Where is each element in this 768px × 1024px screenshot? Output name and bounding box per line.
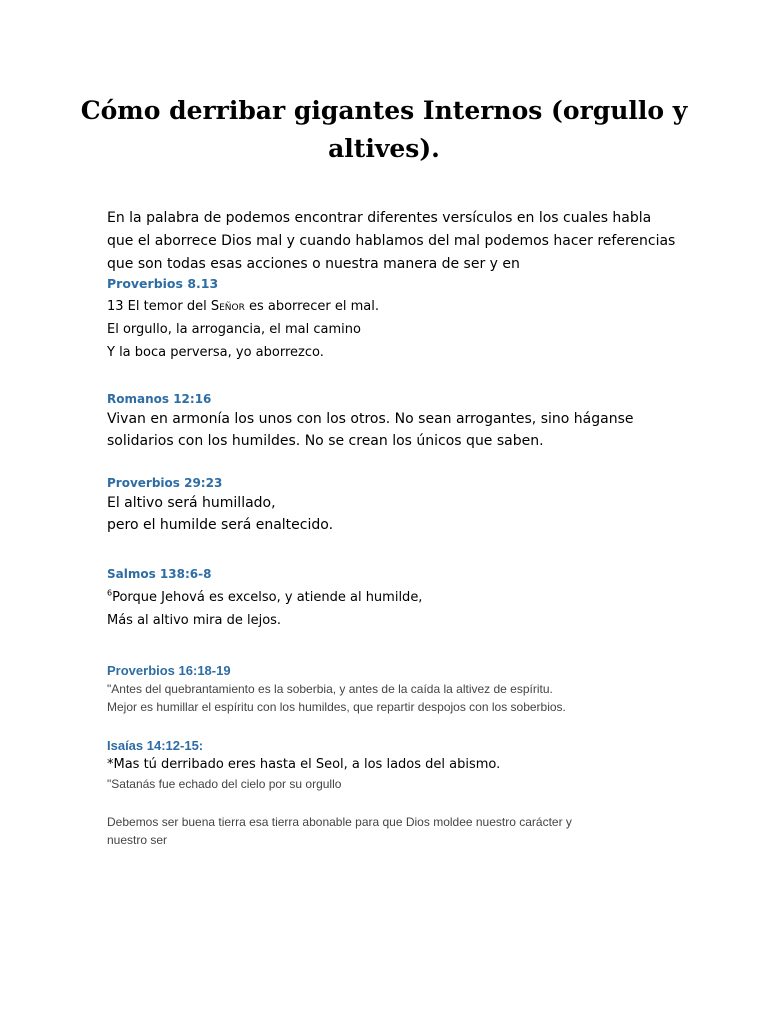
section-isaias-14-12 (107, 737, 667, 793)
verse-line-1: "Antes del quebrantamiento es la soberbia, y antes de la caída la altivez de espíritu. (107, 682, 553, 696)
verse-number: 6 (107, 588, 113, 598)
verse-line-2: Más al altivo mira de lejos. (107, 613, 282, 628)
intro-paragraph (107, 207, 676, 276)
verse-line-2: Mejor es humillar el espíritu con los humildes, que repartir despojos con los soberbios. (107, 700, 566, 714)
section-romanos-12-16 (107, 390, 667, 452)
closing-line-1: Debemos ser buena tierra esa tierra abonable para que Dios moldee nuestro carácter y (107, 815, 572, 829)
verse-smallcaps-word: Señor (210, 299, 245, 314)
verse-text: 13 El temor del (107, 299, 211, 314)
section-proverbios-16-18 (107, 662, 667, 716)
section-salmos-138 (107, 565, 667, 632)
verse-line-1: *Mas tú derribado eres hasta el Seol, a los lados del abismo. (107, 757, 501, 772)
verse-reference: Salmos 138:6-8 (107, 567, 212, 581)
verse-line-1 (107, 295, 667, 318)
closing-paragraph (107, 813, 667, 849)
verse-text: es aborrecer el mal. (244, 299, 379, 314)
verse-reference: Romanos 12:16 (107, 392, 212, 406)
section-proverbios-8-13 (107, 275, 667, 364)
verse-line-2: pero el humilde será enaltecido. (107, 517, 334, 533)
intro-line-2: que el aborrece Dios mal y cuando hablamos del mal podemos hacer referencias (107, 233, 676, 249)
verse-line-2: "Satanás fue echado del cielo por su orgullo (107, 777, 342, 791)
verse-reference: Proverbios 16:18-19 (107, 663, 231, 678)
verse-text: Porque Jehová es excelso, y atiende al humilde, (112, 590, 423, 605)
intro-line-3: que son todas esas acciones o nuestra manera de ser y en (107, 256, 520, 272)
verse-line-2: solidarios con los humildes. No se crean los únicos que saben. (107, 433, 544, 449)
intro-line-1: En la palabra de podemos encontrar diferentes versículos en los cuales habla (107, 210, 652, 226)
section-proverbios-29-23 (107, 474, 667, 536)
closing-line-2: nuestro ser (107, 833, 168, 847)
verse-reference: Proverbios 29:23 (107, 476, 223, 490)
verse-reference: Isaías 14:12-15: (107, 738, 204, 753)
verse-line-3: Y la boca perversa, yo aborrezco. (107, 345, 324, 360)
verse-line-2: El orgullo, la arrogancia, el mal camino (107, 322, 361, 337)
document-title: Cómo derribar gigantes Internos (orgullo y altives). (80, 96, 688, 163)
verse-reference: Proverbios 8.13 (107, 276, 219, 291)
verse-line-1 (107, 586, 667, 609)
verse-line-1: Vivan en armonía los unos con los otros. No sean arrogantes, sino háganse (107, 411, 634, 427)
verse-line-1: El altivo será humillado, (107, 495, 276, 511)
